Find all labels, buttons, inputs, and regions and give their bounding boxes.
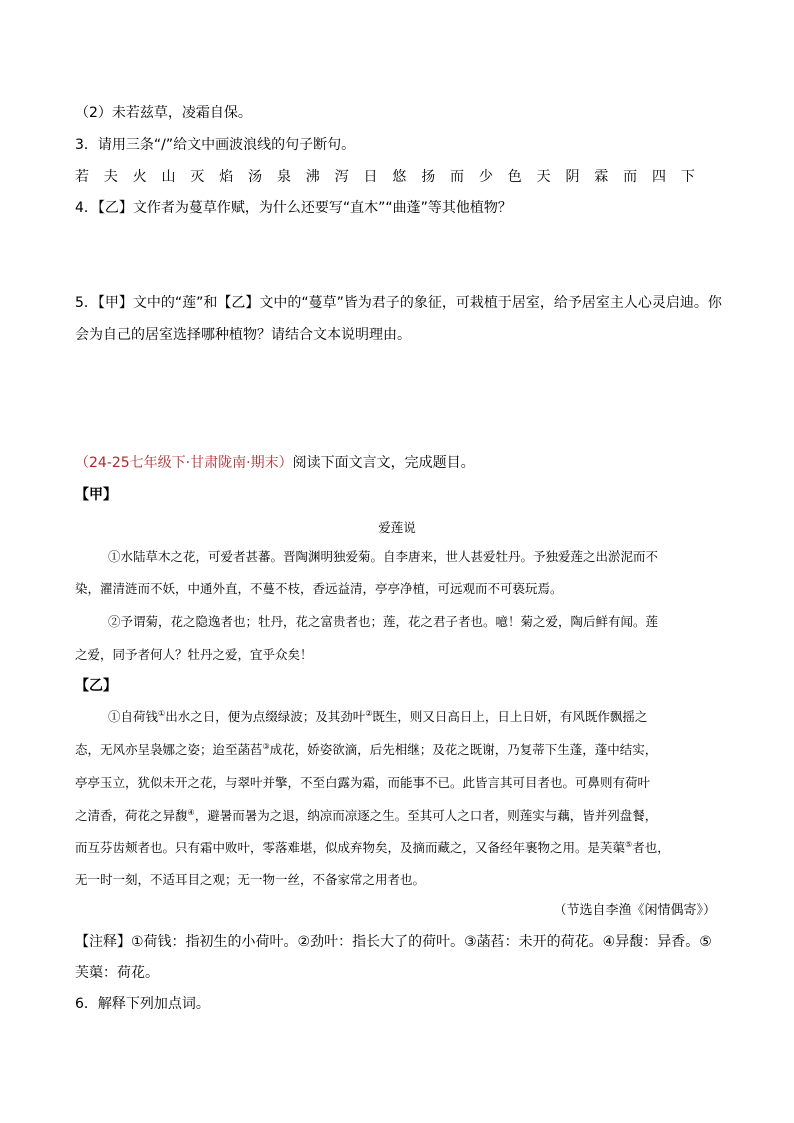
- notes-line-2: 芙蕖：荷花。: [75, 965, 159, 981]
- yi-line-1-a: ①自荷钱: [108, 709, 159, 724]
- yi-line-1-c: 既生，则又日高日上，日上日妍，有风既作飘摇之: [372, 709, 648, 724]
- yi-line-1-b: 出水之日，便为点缀绿波；及其劲叶: [165, 709, 366, 724]
- jia-para-1-line-2: 染，濯清涟而不妖，中通外直，不蔓不枝，香远益清，亭亭净植，可远观而不可亵玩焉。: [75, 581, 563, 596]
- footnote-marker-5: ⑤: [625, 839, 633, 849]
- jia-para-1-line-1: ①水陆草木之花，可爱者甚蕃。晋陶渊明独爱菊。自李唐来，世人甚爱牡丹。予独爱莲之出淤泥而不: [108, 549, 659, 564]
- yi-label: 【乙】: [75, 678, 117, 694]
- passage-intro: [75, 454, 475, 472]
- footnote-marker-1: ①: [158, 708, 166, 718]
- yi-line-4-a: 之清香，荷花之异馥: [75, 808, 188, 823]
- yi-line-5-a: 而互芬齿颊者也。只有霜中败叶，零落难堪，似成弃物矣，及摘而藏之，又备经年裹物之用。是芙蕖: [75, 840, 626, 855]
- question-5-line-2: 会为自己的居室选择哪种植物？请结合文本说明理由。: [75, 327, 411, 343]
- yi-source: （节选自李渔《闲情偶寄》）: [553, 903, 716, 918]
- question-3-prompt: 3．请用三条“/”给文中画波浪线的句子断句。: [75, 137, 356, 153]
- notes-line-1: 【注释】①荷钱：指初生的小荷叶。②劲叶：指长大了的荷叶。③菡萏：未开的荷花。④异馥：异香。⑤: [75, 934, 712, 950]
- question-4-prompt: 4．【乙】文作者为蔓草作赋，为什么还要写“直木”“曲蓬”等其他植物？: [75, 200, 512, 216]
- question-5-line-1: 5．【甲】文中的“莲”和【乙】文中的“蔓草”皆为君子的象征，可栽植于居室，给予居室主人心灵启迪。你: [75, 295, 722, 311]
- yi-line-3: 亭亭玉立，犹似未开之花，与翠叶并擎，不至白露为霜，而能事不已。此皆言其可目者也。可鼻则有荷叶: [75, 775, 651, 790]
- yi-line-1: [108, 708, 754, 726]
- jia-para-2-line-2: 之爱，同予者何人？牡丹之爱，宜乎众矣！: [75, 647, 313, 662]
- question-3-text: 若 夫 火 山 灭 焰 汤 泉 沸 泻 日 悠 扬 而 少 色 天 阴 霖 而 四 下: [75, 169, 701, 185]
- footnote-marker-2: ②: [365, 708, 373, 718]
- yi-line-2: [75, 741, 721, 759]
- jia-label: 【甲】: [75, 487, 117, 503]
- yi-line-5: [75, 839, 721, 857]
- intro-text: 阅读下面文言文，完成题目。: [292, 455, 475, 471]
- yi-line-2-a: 态，无风亦呈袅娜之姿；迨至菡萏: [75, 742, 263, 757]
- yi-line-6: 无一时一刻，不适耳目之观；无一物一丝，不备家常之用者也。: [75, 872, 426, 887]
- question-2-line: （2）未若兹草，凌霜自保。: [75, 105, 252, 121]
- yi-line-4-b: ，避暑而暑为之退，纳凉而凉逐之生。至其可人之口者，则莲实与藕，皆并列盘餐，: [194, 808, 658, 823]
- yi-line-2-b: 成花，娇姿欲滴，后先相继；及花之既谢，乃复蒂下生蓬，蓬中结实，: [269, 742, 658, 757]
- jia-title: 爱莲说: [378, 520, 416, 535]
- yi-line-4: [75, 807, 721, 825]
- footnote-marker-3: ③: [262, 741, 270, 751]
- source-tag: （24-25七年级下·甘肃陇南·期末）: [75, 455, 293, 471]
- question-6-prompt: 6．解释下列加点词。: [75, 996, 210, 1012]
- yi-line-5-b: 者也，: [632, 840, 670, 855]
- jia-para-2-line-1: ②予谓菊，花之隐逸者也；牡丹，花之富贵者也；莲，花之君子者也。噫！菊之爱，陶后鲜有闻。莲: [108, 614, 659, 629]
- footnote-marker-4: ④: [187, 807, 195, 817]
